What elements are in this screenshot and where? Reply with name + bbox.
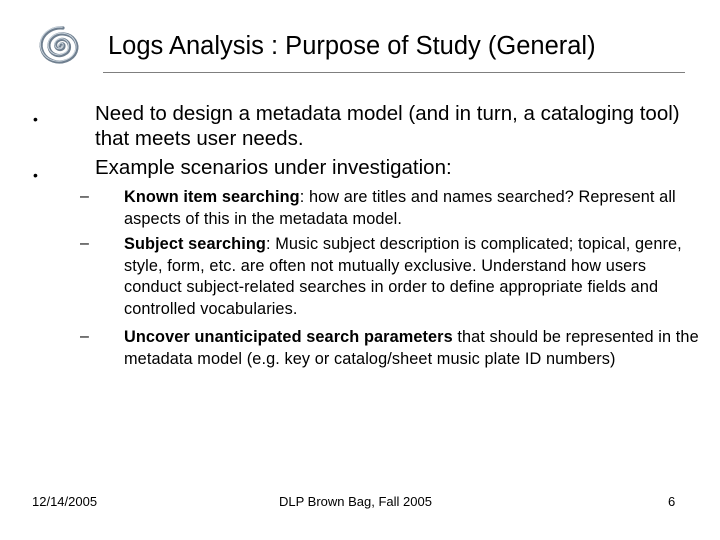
title-divider — [103, 72, 685, 73]
sub-bullet-text — [124, 327, 704, 370]
sub-bullet-bold: Subject searching — [124, 235, 266, 253]
sub-bullet-bold: Known item searching — [124, 188, 300, 206]
sub-bullet-rest: : Music subject description is complicated; topical, genre, style, form, etc. are often not mutually exclusive. Understand how users conduct subject-related searches in order to define appropriate fields and controlled vocabularies. — [124, 235, 682, 318]
bullet-text: Example scenarios under investigation: — [95, 156, 452, 179]
bullet-text: Need to design a metadata model (and in turn, a cataloging tool) that meets user needs. — [95, 102, 680, 150]
spiral-logo-icon — [32, 22, 88, 70]
sub-bullet-text — [124, 234, 704, 320]
slide-title: Logs Analysis : Purpose of Study (General) — [108, 32, 596, 60]
bullet-marker: • — [33, 167, 38, 183]
sub-bullet-rest: that should be represented in the metadata model (e.g. key or catalog/sheet music plate ID numbers) — [124, 328, 699, 368]
sub-bullet-marker: – — [80, 235, 89, 252]
page-number: 6 — [668, 494, 676, 509]
bullet-marker: • — [33, 111, 38, 127]
sub-bullet-text — [124, 187, 704, 230]
sub-bullet-bold: Uncover unanticipated search parameters — [124, 328, 453, 346]
sub-bullet-rest: : how are titles and names searched? Represent all aspects of this in the metadata model. — [124, 188, 676, 228]
footer-date: 12/14/2005 — [32, 494, 98, 509]
sub-bullet-marker: – — [80, 188, 89, 205]
footer-title: DLP Brown Bag, Fall 2005 — [279, 494, 432, 509]
sub-bullet-marker: – — [80, 328, 89, 345]
